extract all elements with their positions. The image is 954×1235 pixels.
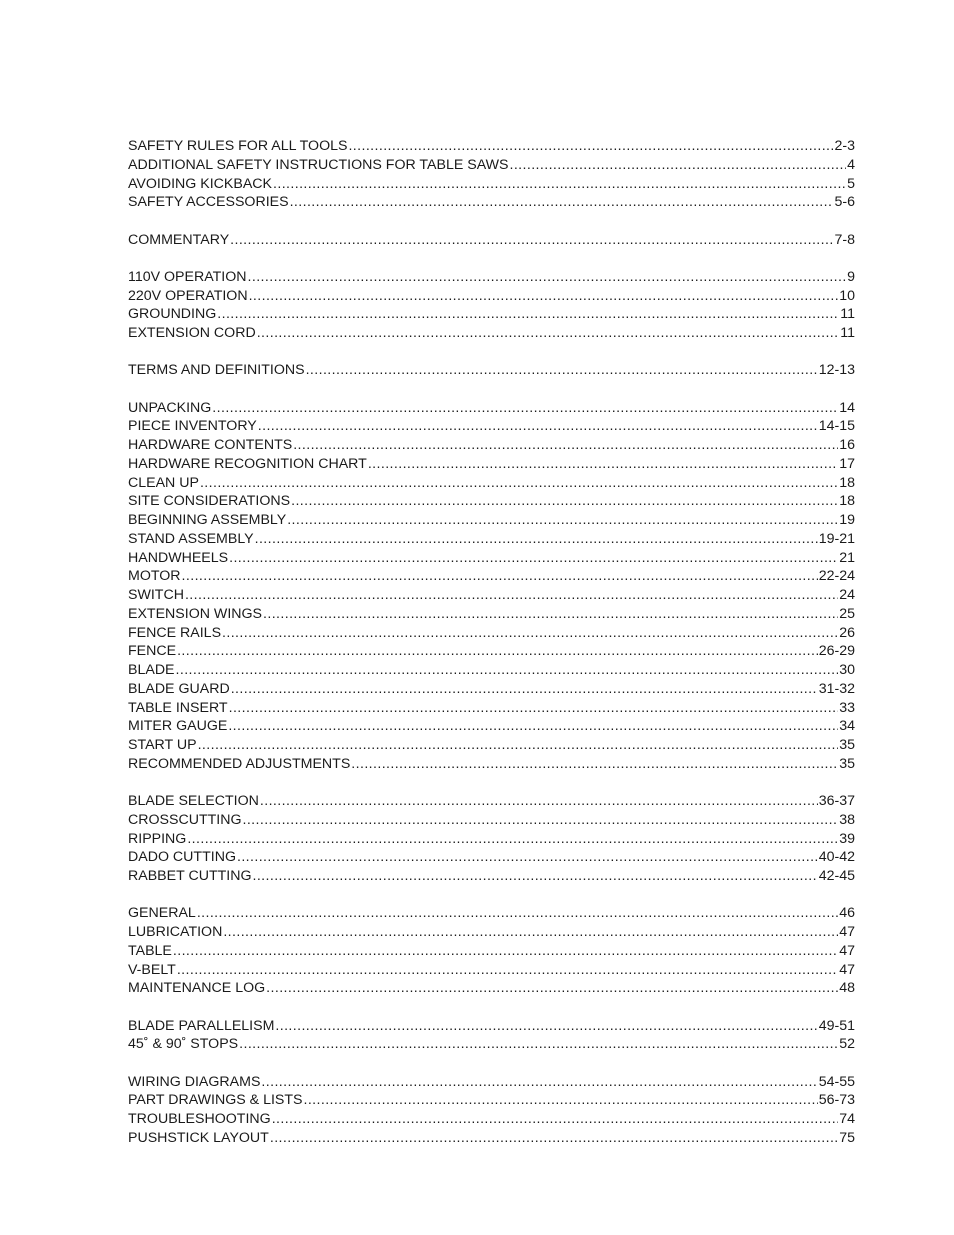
toc-entry xyxy=(128,699,855,718)
dot-leader xyxy=(229,549,838,568)
dot-leader xyxy=(177,961,838,980)
toc-entry xyxy=(128,736,855,755)
toc-entry-title: FENCE RAILS xyxy=(128,624,222,641)
toc-section xyxy=(128,231,855,250)
toc-entry xyxy=(128,830,855,849)
toc-entry-page: 47 xyxy=(839,942,855,959)
toc-entry xyxy=(128,193,855,212)
dot-leader xyxy=(351,755,838,774)
toc-entry xyxy=(128,624,855,643)
toc-entry-page: 47 xyxy=(839,961,855,978)
toc-section xyxy=(128,361,855,380)
toc-entry xyxy=(128,399,855,418)
toc-entry-page: 5 xyxy=(847,175,855,192)
toc-entry-title: COMMENTARY xyxy=(128,231,230,248)
dot-leader xyxy=(212,399,838,418)
dot-leader xyxy=(200,474,838,493)
toc-entry-page: 2-3 xyxy=(834,138,855,154)
toc-entry-page: 35 xyxy=(839,755,855,772)
toc-entry-page: 56-73 xyxy=(818,1092,855,1109)
toc-entry xyxy=(128,811,855,830)
toc-entry xyxy=(128,904,855,923)
toc-entry-page: 36-37 xyxy=(818,793,855,809)
toc-entry xyxy=(128,586,855,605)
toc-entry-page: 52 xyxy=(839,1036,855,1053)
toc-entry-title: HARDWARE CONTENTS xyxy=(128,437,293,453)
dot-leader xyxy=(223,923,838,942)
toc-entry xyxy=(128,717,855,736)
toc-entry-title: PIECE INVENTORY xyxy=(128,418,257,435)
toc-entry-page: 26-29 xyxy=(818,643,855,660)
toc-entry xyxy=(128,923,855,942)
toc-entry xyxy=(128,792,855,811)
toc-entry-title: HANDWHEELS xyxy=(128,549,229,566)
dot-leader xyxy=(217,305,839,324)
toc-entry-title: TABLE INSERT xyxy=(128,699,228,716)
toc-entry-title: MAINTENANCE LOG xyxy=(128,980,266,997)
toc-entry-page: 30 xyxy=(839,662,855,678)
toc-entry xyxy=(128,324,855,343)
toc-entry xyxy=(128,530,855,549)
toc-entry xyxy=(128,549,855,568)
toc-entry-title: EXTENSION CORD xyxy=(128,325,256,341)
toc-entry-page: 12-13 xyxy=(818,362,855,379)
toc-entry-page: 11 xyxy=(840,306,855,323)
dot-leader xyxy=(176,661,839,680)
toc-entry-page: 9 xyxy=(847,268,855,285)
toc-entry xyxy=(128,305,855,324)
toc-entry-title: SITE CONSIDERATIONS xyxy=(128,493,291,510)
toc-entry-title: PART DRAWINGS & LISTS xyxy=(128,1092,303,1109)
dot-leader xyxy=(187,830,838,849)
toc-entry-page: 33 xyxy=(839,699,855,716)
toc-entry-page: 10 xyxy=(839,287,855,304)
toc-entry-page: 14 xyxy=(839,399,855,416)
table-of-contents xyxy=(128,137,855,1166)
dot-leader xyxy=(272,1110,839,1129)
toc-entry-page: 34 xyxy=(839,718,855,735)
toc-section xyxy=(128,904,855,998)
dot-leader xyxy=(290,193,834,212)
dot-leader xyxy=(239,1035,838,1054)
toc-entry xyxy=(128,661,855,680)
toc-entry-title: RIPPING xyxy=(128,830,187,847)
toc-entry-page: 17 xyxy=(839,455,855,472)
toc-entry xyxy=(128,755,855,774)
toc-entry-title: BLADE xyxy=(128,662,175,678)
toc-entry-page: 47 xyxy=(839,924,855,940)
toc-entry-title: RECOMMENDED ADJUSTMENTS xyxy=(128,755,351,772)
toc-entry-title: TROUBLESHOOTING xyxy=(128,1111,271,1127)
dot-leader xyxy=(258,417,818,436)
dot-leader xyxy=(231,680,818,699)
dot-leader xyxy=(293,436,838,455)
toc-entry xyxy=(128,680,855,699)
dot-leader xyxy=(177,642,818,661)
toc-entry-page: 19 xyxy=(839,512,855,528)
toc-entry-page: 4 xyxy=(847,156,855,173)
dot-leader xyxy=(510,156,847,175)
toc-entry xyxy=(128,361,855,380)
toc-entry-page: 38 xyxy=(839,811,855,828)
dot-leader xyxy=(185,586,838,605)
toc-entry xyxy=(128,156,855,175)
toc-entry-title: AVOIDING KICKBACK xyxy=(128,175,273,192)
toc-entry-page: 18 xyxy=(839,474,855,491)
toc-entry-title: WIRING DIAGRAMS xyxy=(128,1073,261,1090)
toc-entry-page: 22-24 xyxy=(818,568,855,585)
toc-entry-page: 54-55 xyxy=(818,1073,855,1090)
toc-entry-title: ADDITIONAL SAFETY INSTRUCTIONS FOR TABLE SAWS xyxy=(128,156,509,173)
toc-entry-title: STAND ASSEMBLY xyxy=(128,530,254,547)
dot-leader xyxy=(230,231,833,250)
toc-entry-title: HARDWARE RECOGNITION CHART xyxy=(128,455,367,472)
dot-leader xyxy=(348,137,833,156)
toc-entry-title: FENCE xyxy=(128,643,177,660)
toc-entry xyxy=(128,567,855,586)
toc-entry xyxy=(128,287,855,306)
dot-leader xyxy=(257,324,840,343)
toc-entry-page: 16 xyxy=(839,437,855,453)
toc-entry-page: 75 xyxy=(839,1129,855,1146)
toc-section xyxy=(128,399,855,774)
toc-entry xyxy=(128,642,855,661)
toc-entry-title: BEGINNING ASSEMBLY xyxy=(128,512,287,528)
toc-entry-title: RABBET CUTTING xyxy=(128,868,252,884)
dot-leader xyxy=(228,717,838,736)
toc-entry-title: MITER GAUGE xyxy=(128,718,228,735)
toc-section xyxy=(128,1017,855,1055)
dot-leader xyxy=(270,1129,838,1148)
toc-entry-page: 18 xyxy=(839,493,855,510)
dot-leader xyxy=(368,455,838,474)
toc-entry xyxy=(128,1035,855,1054)
toc-entry xyxy=(128,848,855,867)
toc-entry-page: 7-8 xyxy=(834,231,855,248)
toc-entry-title: START UP xyxy=(128,737,197,753)
toc-entry xyxy=(128,1091,855,1110)
dot-leader xyxy=(304,1091,818,1110)
toc-entry-title: CLEAN UP xyxy=(128,474,199,491)
toc-entry-title: TABLE xyxy=(128,942,172,959)
toc-entry-page: 11 xyxy=(840,325,855,341)
dot-leader xyxy=(229,699,839,718)
dot-leader xyxy=(248,268,847,287)
dot-leader xyxy=(197,904,838,923)
toc-entry-title: UNPACKING xyxy=(128,399,212,416)
dot-leader xyxy=(275,1017,817,1036)
dot-leader xyxy=(306,361,818,380)
toc-entry xyxy=(128,942,855,961)
dot-leader xyxy=(263,605,838,624)
toc-entry-title: 110V OPERATION xyxy=(128,268,247,285)
toc-entry-page: 26 xyxy=(839,624,855,641)
toc-entry xyxy=(128,231,855,250)
toc-entry xyxy=(128,511,855,530)
dot-leader xyxy=(173,942,838,961)
toc-entry xyxy=(128,867,855,886)
toc-entry-page: 24 xyxy=(839,587,855,603)
toc-entry-title: V-BELT xyxy=(128,961,176,978)
toc-entry-title: 45˚ & 90˚ STOPS xyxy=(128,1036,239,1053)
dot-leader xyxy=(266,979,838,998)
toc-entry-page: 48 xyxy=(839,980,855,997)
toc-entry-title: GROUNDING xyxy=(128,306,217,323)
toc-entry xyxy=(128,268,855,287)
toc-section xyxy=(128,268,855,343)
dot-leader xyxy=(260,792,818,811)
toc-entry xyxy=(128,1110,855,1129)
toc-entry-page: 5-6 xyxy=(834,194,855,211)
toc-entry-title: EXTENSION WINGS xyxy=(128,605,263,622)
dot-leader xyxy=(198,736,839,755)
toc-entry-title: MOTOR xyxy=(128,568,181,585)
toc-entry-title: DADO CUTTING xyxy=(128,849,236,866)
toc-section xyxy=(128,1073,855,1148)
toc-entry-title: BLADE SELECTION xyxy=(128,793,259,809)
toc-entry-page: 25 xyxy=(839,605,855,622)
toc-entry-title: PUSHSTICK LAYOUT xyxy=(128,1129,269,1146)
dot-leader xyxy=(222,624,838,643)
toc-entry-title: BLADE PARALLELISM xyxy=(128,1017,275,1034)
toc-entry xyxy=(128,492,855,511)
toc-entry-page: 14-15 xyxy=(818,418,855,435)
toc-entry-title: CROSSCUTTING xyxy=(128,811,242,828)
toc-entry xyxy=(128,175,855,194)
toc-entry xyxy=(128,961,855,980)
toc-entry xyxy=(128,1073,855,1092)
toc-entry-title: BLADE GUARD xyxy=(128,680,230,697)
toc-entry xyxy=(128,979,855,998)
toc-entry-page: 31-32 xyxy=(818,680,855,697)
toc-entry xyxy=(128,1017,855,1036)
toc-entry xyxy=(128,1129,855,1148)
toc-entry-title: SAFETY RULES FOR ALL TOOLS xyxy=(128,138,348,154)
dot-leader xyxy=(273,175,846,194)
toc-entry-page: 74 xyxy=(839,1111,855,1127)
toc-entry xyxy=(128,605,855,624)
dot-leader xyxy=(255,530,818,549)
toc-section xyxy=(128,137,855,212)
dot-leader xyxy=(237,848,818,867)
toc-entry xyxy=(128,474,855,493)
dot-leader xyxy=(182,567,818,586)
toc-entry-title: TERMS AND DEFINITIONS xyxy=(128,362,305,379)
toc-entry-page: 49-51 xyxy=(818,1017,855,1034)
toc-entry xyxy=(128,417,855,436)
dot-leader xyxy=(261,1073,817,1092)
toc-entry-page: 19-21 xyxy=(818,530,855,547)
toc-entry-title: 220V OPERATION xyxy=(128,287,248,304)
dot-leader xyxy=(249,287,839,306)
toc-entry xyxy=(128,436,855,455)
dot-leader xyxy=(253,867,818,886)
dot-leader xyxy=(287,511,838,530)
toc-section xyxy=(128,792,855,886)
toc-entry-page: 21 xyxy=(839,549,855,566)
toc-entry-page: 39 xyxy=(839,830,855,847)
toc-entry-title: LUBRICATION xyxy=(128,924,223,940)
toc-entry-title: SWITCH xyxy=(128,587,184,603)
toc-entry xyxy=(128,137,855,156)
toc-entry-page: 46 xyxy=(839,905,855,922)
toc-entry xyxy=(128,455,855,474)
dot-leader xyxy=(291,492,838,511)
toc-entry-page: 40-42 xyxy=(818,849,855,866)
toc-entry-page: 35 xyxy=(839,737,855,753)
toc-entry-title: GENERAL xyxy=(128,905,196,922)
toc-entry-page: 42-45 xyxy=(818,868,855,884)
toc-entry-title: SAFETY ACCESSORIES xyxy=(128,194,289,211)
dot-leader xyxy=(243,811,839,830)
